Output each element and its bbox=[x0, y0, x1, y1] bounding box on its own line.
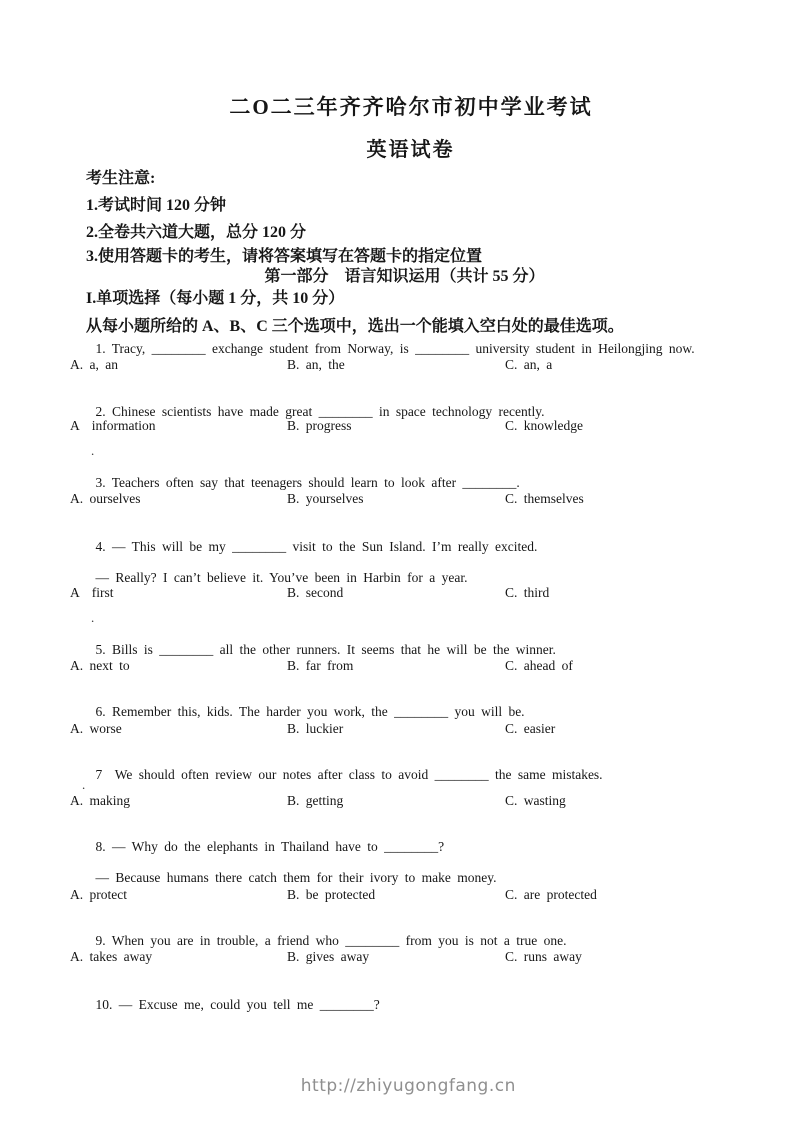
q4-stem-line-1-text: 4. — This will be my ________ visit to the Sun Island. I’m really excited. bbox=[95, 539, 538, 554]
q8-stem-line-2-text: — Because humans there catch them for their ivory to make money. bbox=[95, 870, 497, 885]
q1-option-b: B. an, the bbox=[287, 357, 345, 372]
q5-option-c: C. ahead of bbox=[505, 658, 573, 673]
q1-option-c: C. an, a bbox=[505, 357, 553, 372]
section-instruction-text: 从每小题所给的 A、B、C 三个选项中，选出一个能填入空白处的最佳选项。 bbox=[86, 318, 624, 335]
q3-options bbox=[70, 491, 723, 509]
q2-option-b: B. progress bbox=[287, 418, 352, 433]
q4-option-b: B. second bbox=[287, 585, 344, 600]
section-heading-text: I.单项选择（每小题 1 分，共 10 分） bbox=[86, 290, 345, 307]
stray-dot: . bbox=[91, 610, 95, 625]
notice-item-1-text: 1.考试时间 120 分钟 bbox=[86, 197, 227, 214]
q7-options bbox=[70, 793, 723, 811]
q4-option-c: C. third bbox=[505, 585, 550, 600]
q2-options bbox=[70, 418, 723, 458]
q9-option-b: B. gives away bbox=[287, 949, 370, 964]
q5-option-b: B. far from bbox=[287, 658, 354, 673]
notice-item-2-text: 2.全卷共六道大题，总分 120 分 bbox=[86, 224, 307, 241]
q3-option-c: C. themselves bbox=[505, 491, 584, 506]
q4-stem-line-2-text: — Really? I can’t believe it. You’ve been in Harbin for a year. bbox=[95, 570, 468, 585]
q3-option-a: A. ourselves bbox=[70, 491, 141, 506]
stray-dot: . bbox=[91, 443, 95, 458]
q10-stem bbox=[70, 981, 723, 1029]
q9-stem-text: 9. When you are in trouble, a friend who ________ from you is not a true one. bbox=[95, 933, 567, 948]
q7-option-c: C. wasting bbox=[505, 793, 566, 808]
q7-option-a: A. making bbox=[70, 793, 130, 808]
q6-option-b: B. luckier bbox=[287, 721, 344, 736]
q4-option-a: A first bbox=[70, 585, 114, 600]
part-heading-text: 第一部分 语言知识运用（共计 55 分） bbox=[264, 268, 545, 285]
q7-option-b: B. getting bbox=[287, 793, 344, 808]
q5-options bbox=[70, 658, 723, 676]
q8-option-a: A. protect bbox=[70, 887, 127, 902]
q1-stem-text: 1. Tracy, ________ exchange student from Norway, is ________ university student in Heilongjing now. bbox=[95, 341, 695, 356]
q9-option-a: A. takes away bbox=[70, 949, 153, 964]
q6-options bbox=[70, 721, 723, 739]
q9-options bbox=[70, 949, 723, 967]
q7-stem-text: 7 We should often review our notes after class to avoid ________ the same mistakes. bbox=[95, 767, 603, 782]
watermark-text: http://zhiyugongfang.cn bbox=[300, 1076, 516, 1096]
notice-item-3-text: 3.使用答题卡的考生，请将答案填写在答题卡的指定位置 bbox=[86, 248, 483, 265]
q8-stem-line-1-text: 8. — Why do the elephants in Thailand have to ________? bbox=[95, 839, 445, 854]
q8-options bbox=[70, 887, 723, 905]
stray-dot: . bbox=[82, 777, 86, 792]
q9-option-c: C. runs away bbox=[505, 949, 582, 964]
q3-option-b: B. yourselves bbox=[287, 491, 364, 506]
watermark bbox=[0, 1056, 793, 1116]
notice-heading-text: 考生注意: bbox=[86, 170, 156, 187]
q2-option-c: C. knowledge bbox=[505, 418, 583, 433]
q5-option-a: A. next to bbox=[70, 658, 130, 673]
q5-stem-text: 5. Bills is ________ all the other runners. It seems that he will be the winner. bbox=[95, 642, 556, 657]
q3-stem-text: 3. Teachers often say that teenagers should learn to look after ________. bbox=[95, 475, 520, 490]
page-subtitle-text: 英语试卷 bbox=[366, 139, 455, 161]
q2-option-a: A information bbox=[70, 418, 156, 433]
q1-option-a: A. a, an bbox=[70, 357, 118, 372]
q6-option-a: A. worse bbox=[70, 721, 122, 736]
q2-stem-text: 2. Chinese scientists have made great ________ in space technology recently. bbox=[95, 404, 545, 419]
q10-stem-text: 10. — Excuse me, could you tell me ________? bbox=[95, 997, 380, 1012]
q1-options bbox=[70, 357, 723, 375]
page-title-text: 二O二三年齐齐哈尔市初中学业考试 bbox=[229, 95, 593, 119]
q6-option-c: C. easier bbox=[505, 721, 556, 736]
q4-options bbox=[70, 585, 723, 625]
q6-stem-text: 6. Remember this, kids. The harder you work, the ________ you will be. bbox=[95, 704, 525, 719]
q8-option-b: B. be protected bbox=[287, 887, 376, 902]
q8-option-c: C. are protected bbox=[505, 887, 597, 902]
